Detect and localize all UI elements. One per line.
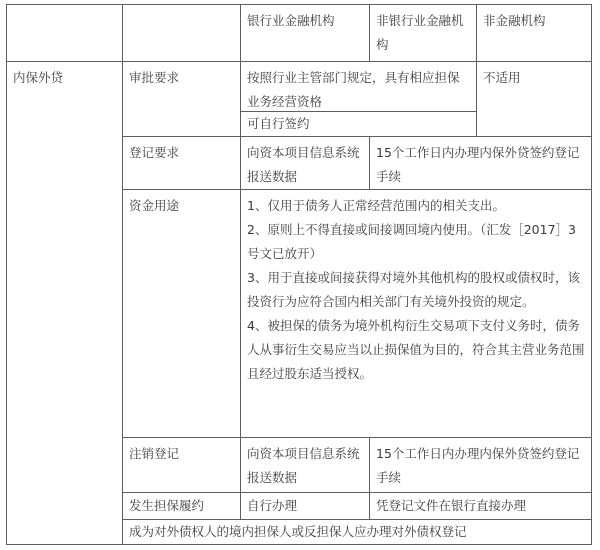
cancellation-nonbank-text: 15个工作日内办理内保外贷签约登记手续 <box>376 446 580 485</box>
approval-label-cell <box>122 61 241 137</box>
header-bank <box>240 4 370 62</box>
performance-nonbank-cell <box>369 492 592 520</box>
header-nonfinancial-label: 非金融机构 <box>483 13 546 28</box>
performance-nonbank-text: 凭登记文件在银行直接办理 <box>376 498 527 513</box>
approval-bank-nonbank-cell <box>240 61 477 112</box>
registration-bank-cell <box>240 136 370 190</box>
cancellation-label: 注销登记 <box>129 446 180 461</box>
approval-label: 审批要求 <box>129 70 180 85</box>
cancellation-bank-cell <box>240 437 370 493</box>
performance-label: 发生担保履约 <box>129 498 205 513</box>
fund-use-item-2: 2、原则上不得直接或间接调回境内使用。（汇发［2017］3号文已放开） <box>247 222 576 261</box>
registration-bank-text: 向资本项目信息系统报送数据 <box>247 145 360 184</box>
fund-use-item-3: 3、用于直接或间接获得对境外其他机构的股权或债权时，该投资行为应符合国内相关部门有关境外投资的规定。 <box>247 270 580 309</box>
header-empty-col2 <box>122 4 241 62</box>
registration-label-cell <box>122 136 241 190</box>
fund-use-item-4: 4、被担保的债务为境外机构衍生交易项下支付义务时，债务人从事衍生交易应当以止损保值为目的，符合其主营业务范围且经过股东适当授权。 <box>247 318 585 381</box>
fund-use-label-cell <box>122 189 241 438</box>
cancellation-label-cell <box>122 437 241 493</box>
approval-bank-nonbank-2-text: 可自行签约 <box>247 116 310 131</box>
fund-use-content-cell <box>240 189 592 438</box>
header-nonbank-label: 非银行业金融机构 <box>376 13 464 52</box>
header-nonbank <box>369 4 477 62</box>
approval-nonfinancial-text: 不适用 <box>483 70 521 85</box>
header-bank-label: 银行业金融机构 <box>247 13 335 28</box>
guarantee-rules-table <box>7 5 593 545</box>
category-cell <box>6 61 123 545</box>
category-label: 内保外贷 <box>13 70 64 85</box>
fund-use-label: 资金用途 <box>129 198 180 213</box>
header-empty-col1 <box>6 4 123 62</box>
performance-label-cell <box>122 492 241 520</box>
performance-bank-cell <box>240 492 370 520</box>
footer-note: 成为对外债权人的境内担保人或反担保人应办理对外债权登记 <box>129 524 467 539</box>
cancellation-nonbank-cell <box>369 437 592 493</box>
registration-nonbank-cell <box>369 136 592 190</box>
approval-bank-nonbank-2-cell <box>240 111 477 137</box>
cancellation-bank-text: 向资本项目信息系统报送数据 <box>247 446 360 485</box>
registration-label: 登记要求 <box>129 145 180 160</box>
performance-bank-text: 自行办理 <box>247 498 298 513</box>
approval-bank-nonbank-text: 按照行业主管部门规定，具有相应担保业务经营资格 <box>247 70 460 109</box>
registration-nonbank-text: 15个工作日内办理内保外贷签约登记手续 <box>376 145 580 184</box>
approval-nonfinancial-cell <box>476 61 592 137</box>
footer-note-cell <box>122 519 592 545</box>
header-nonfinancial <box>476 4 592 62</box>
fund-use-item-1: 1、仅用于债务人正常经营范围内的相关支出。 <box>247 198 505 213</box>
